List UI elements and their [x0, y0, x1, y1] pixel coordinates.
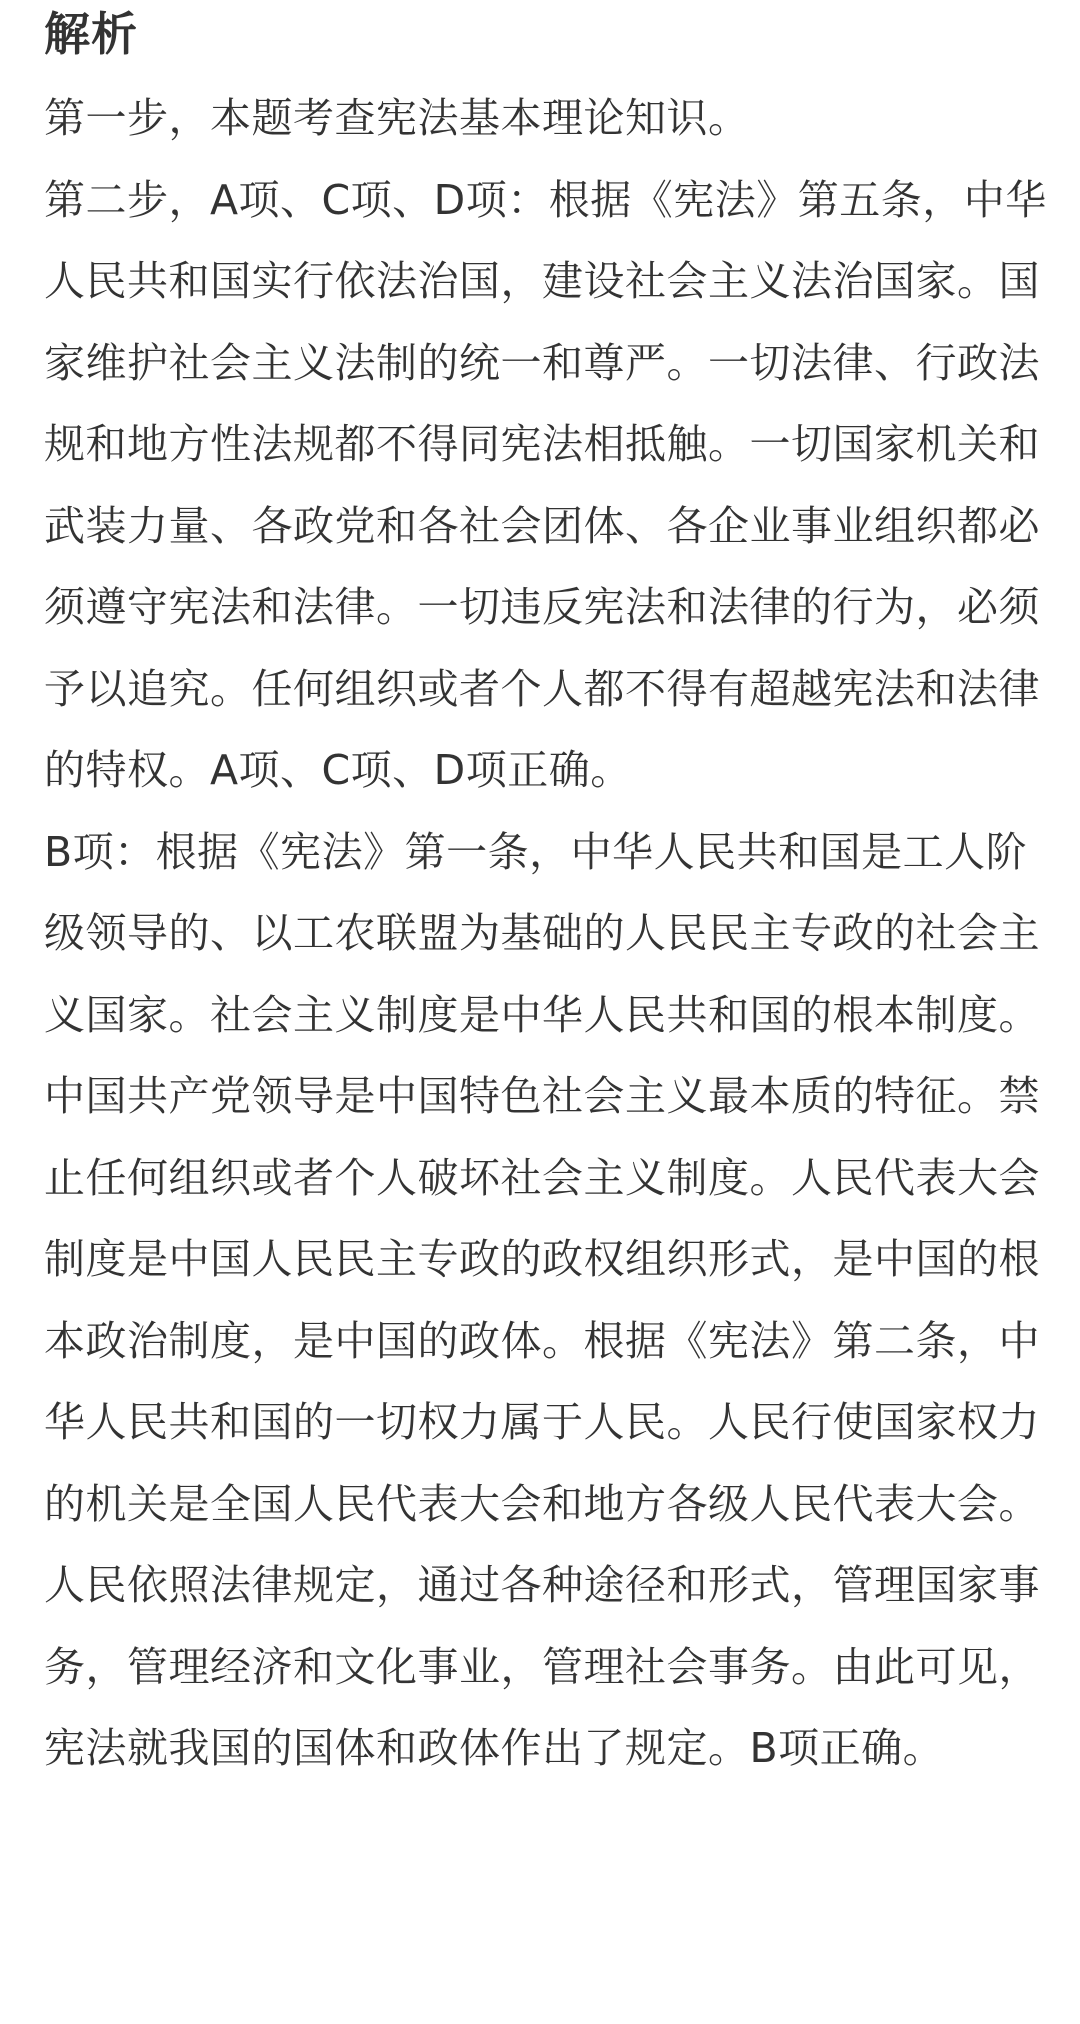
paragraph-option-b: B项：根据《宪法》第一条，中华人民共和国是工人阶级领导的、以工农联盟为基础的人民民主专政的社会主义国家。社会主义制度是中华人民共和国的根本制度。中国共产党领导是中国特色社会主义最本质的特征。禁止任何组织或者个人破坏社会主义制度。人民代表大会制度是中国人民民主专政的政权组织形式，是中国的根本政治制度，是中国的政体。根据《宪法》第二条，中华人民共和国的一切权力属于人民。人民行使国家权力的机关是全国人民代表大会和地方各级人民代表大会。人民依照法律规定，通过各种途径和形式，管理国家事务，管理经济和文化事业，管理社会事务。由此可见，宪法就我国的国体和政体作出了规定。B项正确。 [44, 827, 1040, 1772]
section-title: 解析 [44, 7, 138, 61]
paragraph-step-two: 第二步，A项、C项、D项：根据《宪法》第五条，中华人民共和国实行依法治国，建设社会主义法治国家。国家维护社会主义法制的统一和尊严。一切法律、行政法规和地方性法规都不得同宪法相抵触。一切国家机关和武装力量、各政党和各社会团体、各企业事业组织都必须遵守宪法和法律。一切违反宪法和法律的行为，必须予以追究。任何组织或者个人都不得有超越宪法和法律的特权。A项、C项、D项正确。 [44, 175, 1047, 794]
analysis-section [0, 8, 1080, 1790]
paragraph-step-one: 第一步，本题考查宪法基本理论知识。 [44, 94, 750, 142]
